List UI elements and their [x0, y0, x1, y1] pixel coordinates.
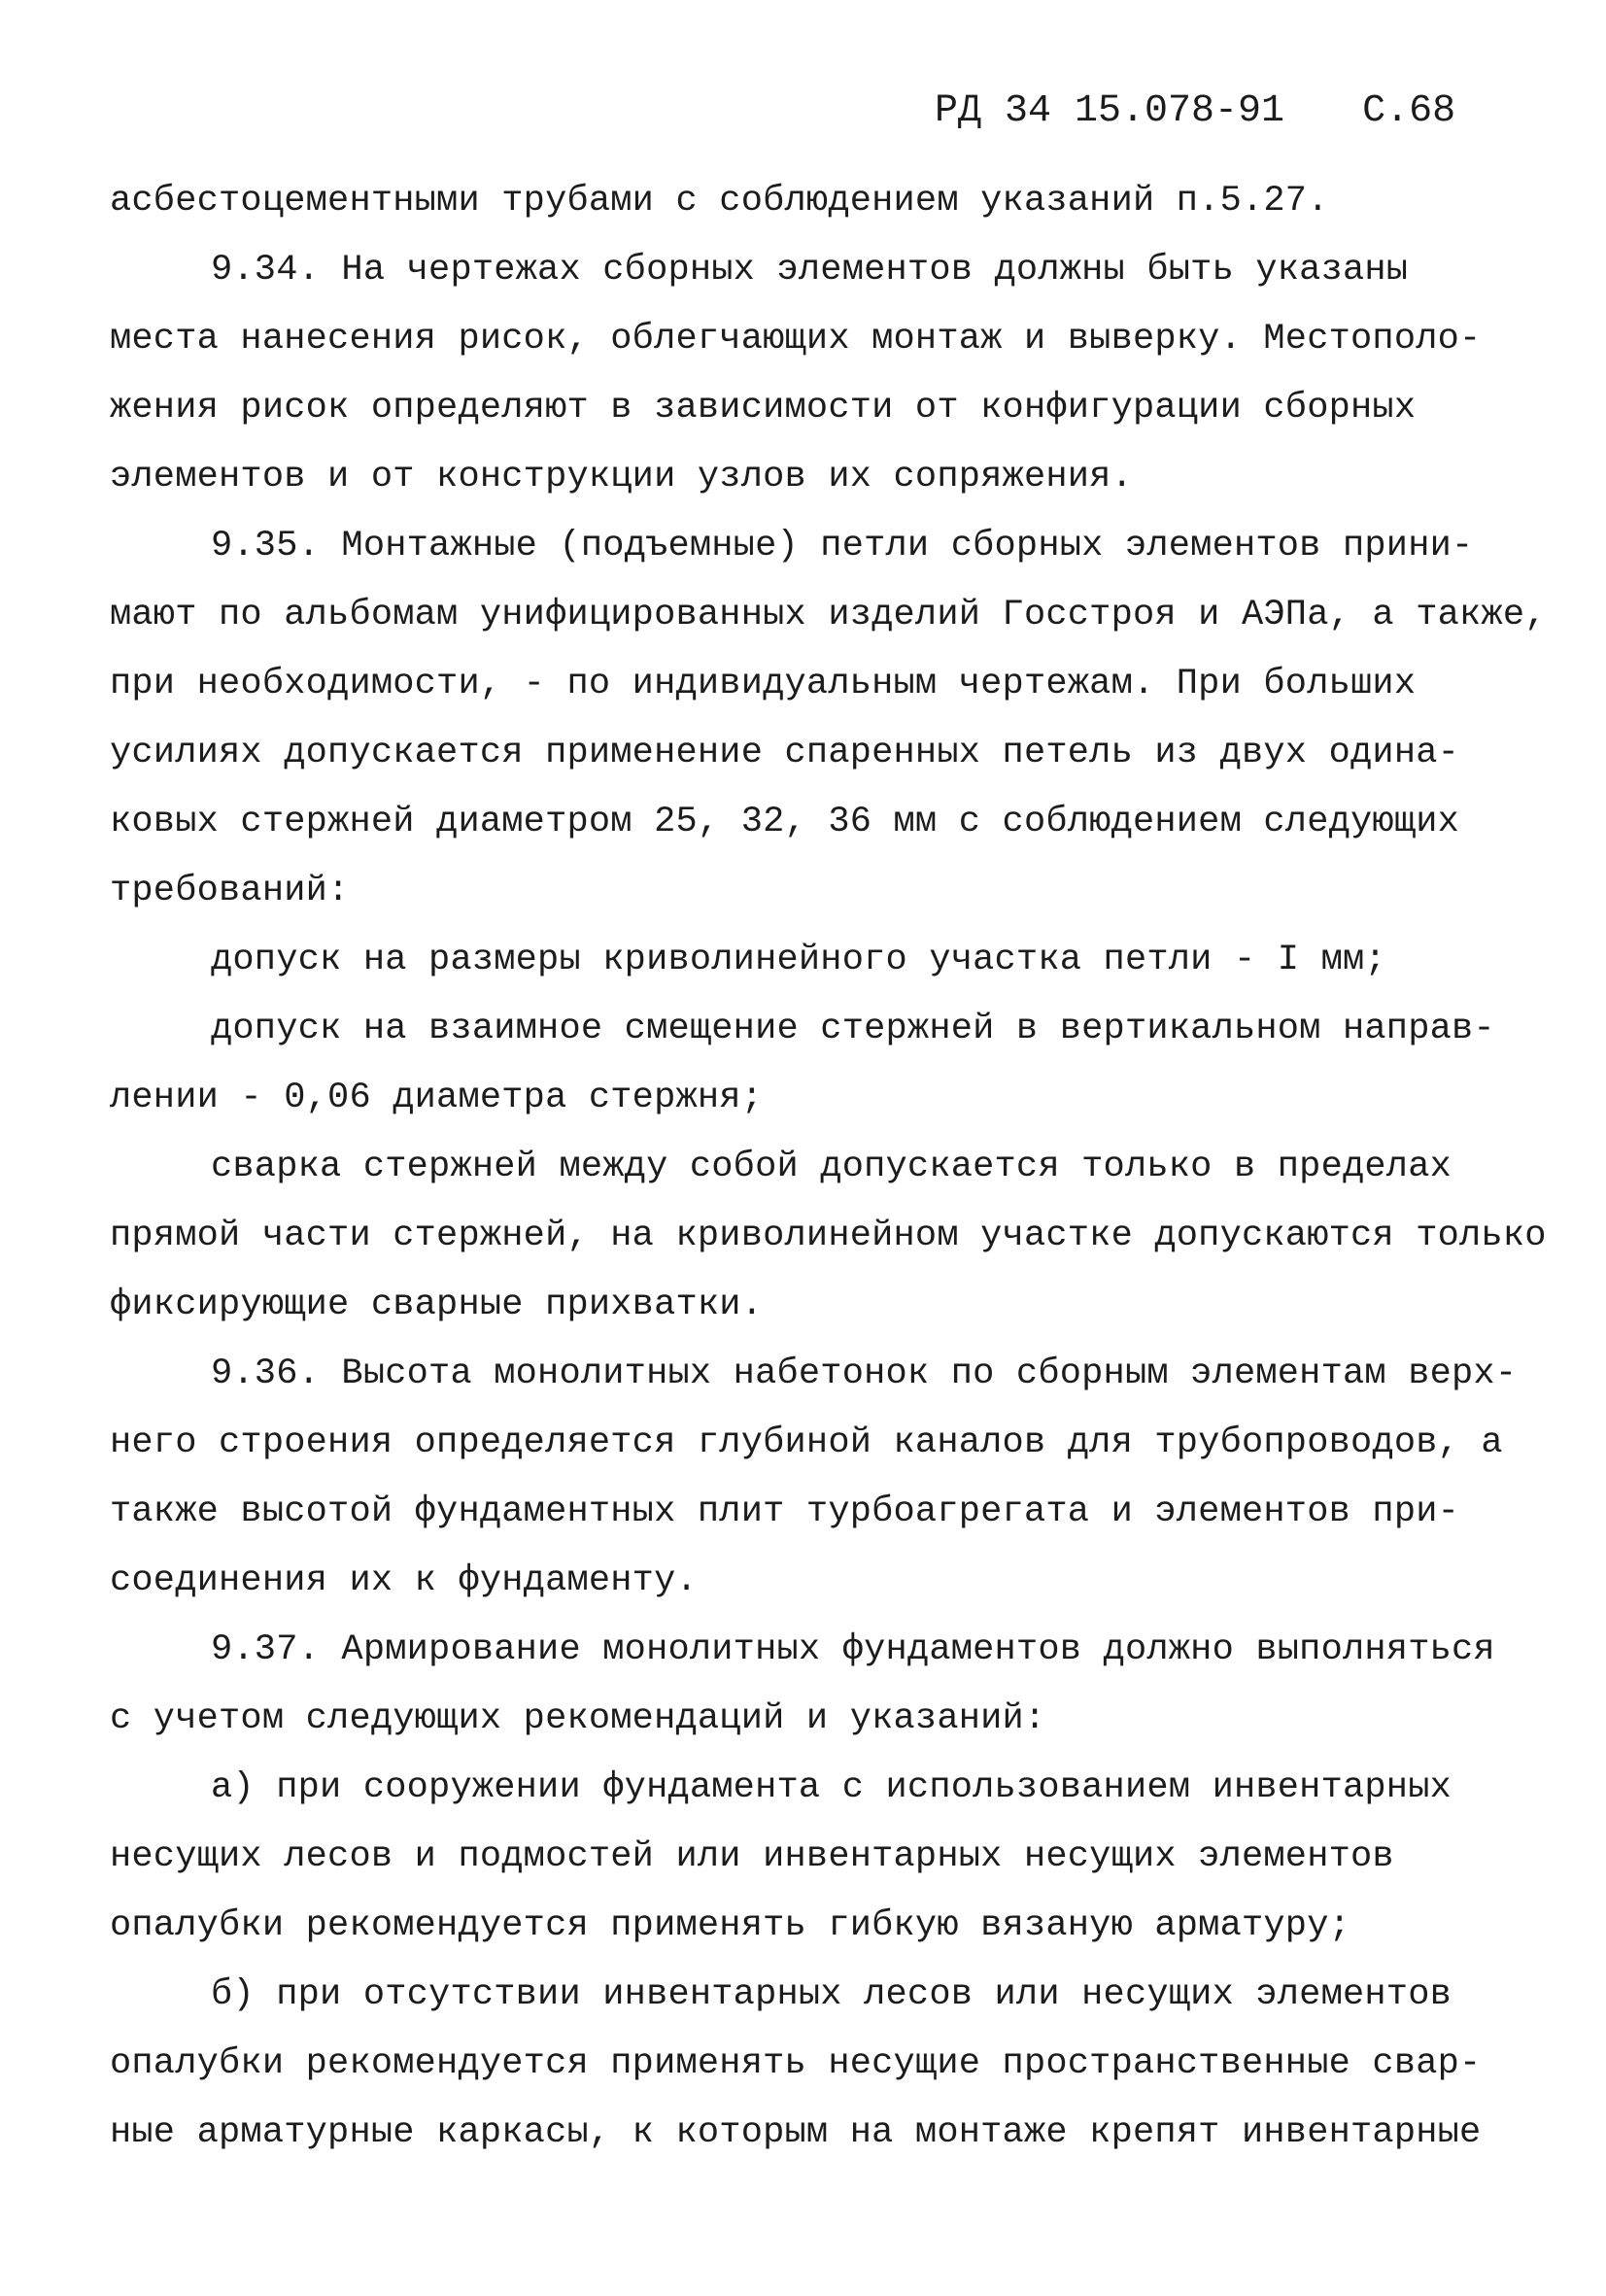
text-line: жения рисок определяют в зависимости от конфигурации сборных [110, 388, 1417, 428]
body-text [110, 167, 1547, 2168]
text-line: фиксирующие сварные прихватки. [110, 1285, 764, 1325]
text-line: опалубки рекомендуется применять несущие пространственные свар- [110, 2043, 1482, 2084]
requirement-item: допуск на размеры криволинейного участка петли - I мм; [211, 940, 1386, 980]
text-line: лении - 0,06 диаметра стержня; [110, 1078, 764, 1118]
text-line: места нанесения рисок, облегчающих монтаж и выверку. Местополо- [110, 319, 1482, 360]
text-line: мают по альбомам унифицированных изделий Госстроя и АЭПа, а также, [110, 595, 1547, 635]
document-code: РД 34 15.078-91 [935, 89, 1285, 133]
page-header [935, 89, 1455, 133]
text-line: асбестоцементными трубами с соблюдением указаний п.5.27. [110, 181, 1329, 222]
paragraph-9-34: 9.34. На чертежах сборных элементов должны быть указаны [211, 250, 1409, 291]
text-line: также высотой фундаментных плит турбоагрегата и элементов при- [110, 1491, 1460, 1532]
text-line: соединения их к фундаменту. [110, 1560, 698, 1601]
text-line: ные арматурные каркасы, к которым на монтаже крепят инвентарные [110, 2112, 1482, 2153]
paragraph-9-37: 9.37. Армирование монолитных фундаментов должно выполняться [211, 1629, 1495, 1670]
text-line: него строения определяется глубиной каналов для трубопроводов, а [110, 1422, 1503, 1463]
requirement-item: допуск на взаимное смещение стержней в вертикальном направ- [211, 1009, 1495, 1049]
text-line: требований: [110, 871, 350, 911]
text-line: с учетом следующих рекомендаций и указаний: [110, 1698, 1046, 1739]
text-line: ковых стержней диаметром 25, 32, 36 мм с соблюдением следующих [110, 802, 1460, 842]
list-item-a: а) при сооружении фундамента с использованием инвентарных [211, 1767, 1452, 1808]
page-number: С.68 [1362, 89, 1456, 133]
requirement-item: сварка стержней между собой допускается только в пределах [211, 1147, 1452, 1187]
text-line: элементов и от конструкции узлов их сопряжения. [110, 457, 1133, 497]
list-item-b: б) при отсутствии инвентарных лесов или несущих элементов [211, 1974, 1452, 2015]
text-line: усилиях допускается применение спаренных петель из двух одина- [110, 733, 1460, 773]
text-line: опалубки рекомендуется применять гибкую вязаную арматуру; [110, 1905, 1351, 1946]
text-line: прямой части стержней, на криволинейном участке допускаются только [110, 1216, 1547, 1256]
paragraph-9-35: 9.35. Монтажные (подъемные) петли сборных элементов прини- [211, 526, 1474, 566]
text-line: при необходимости, - по индивидуальным чертежам. При больших [110, 664, 1417, 704]
text-line: несущих лесов и подмостей или инвентарных несущих элементов [110, 1836, 1394, 1877]
paragraph-9-36: 9.36. Высота монолитных набетонок по сборным элементам верх- [211, 1354, 1518, 1394]
